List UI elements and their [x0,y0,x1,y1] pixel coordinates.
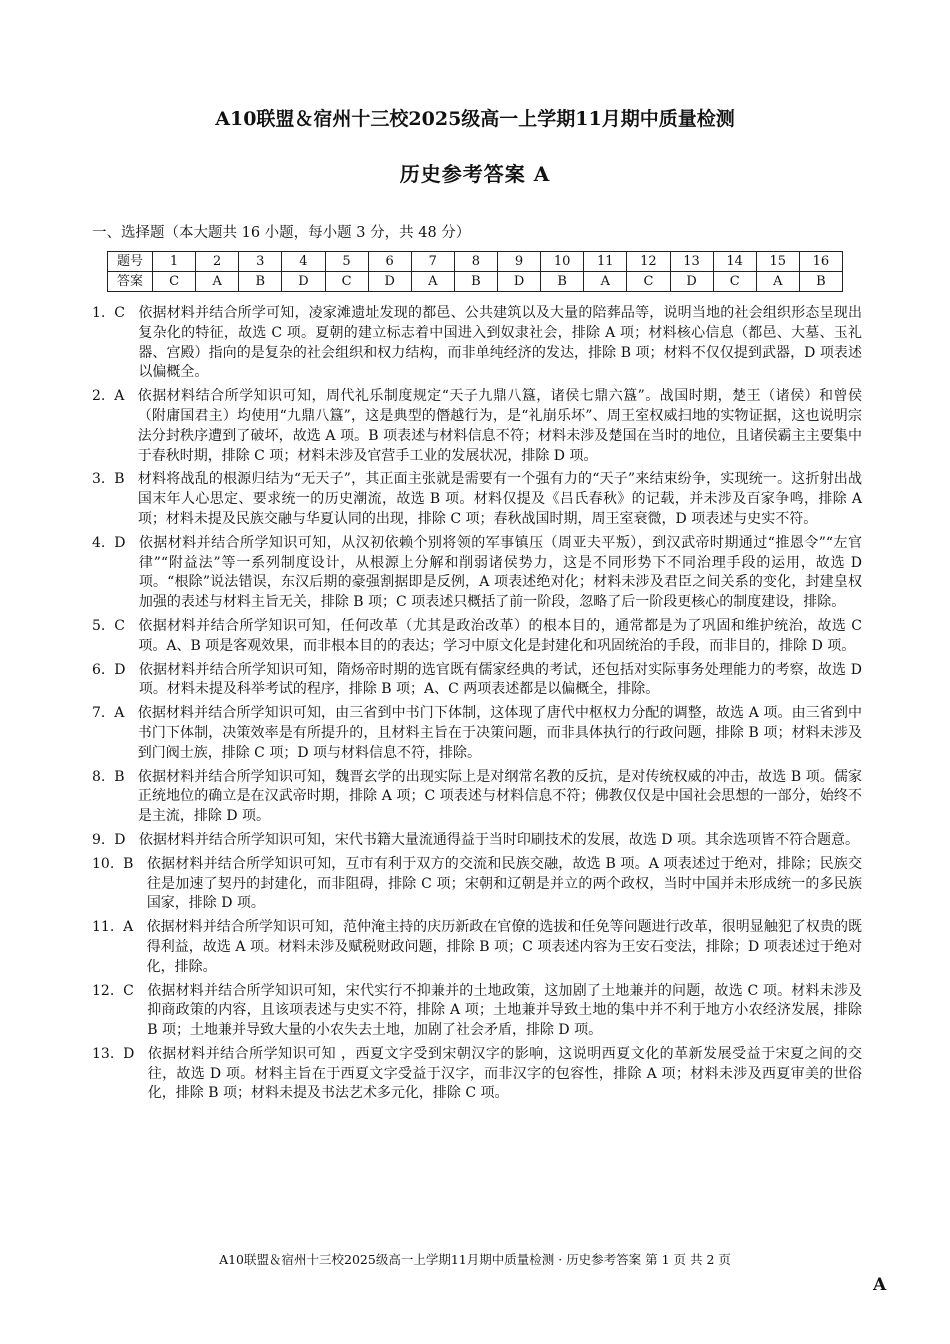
explanation-item [92,304,862,383]
item-text: 依据材料并结合所学知识可知，任何改革（尤其是政治改革）的根本目的，通常都是为了巩固和维护统治，故选 C 项。A、B 项是客观效果，而非根本目的的表达；学习中原文化是封建化和巩固统治的手段，而非目的，排除 D 项。 [138,617,862,654]
question-number-cell: 1 [153,252,196,272]
item-text: 依据材料并结合所学可知，凌家滩遗址发现的都邑、公共建筑以及大量的陪葬品等，说明当地的社会组织形态呈现出复杂化的特征，故选 C 项。夏朝的建立标志着中国进入到奴隶社会，排除 A 项；材料核心信息（都邑、大墓、玉礼器、宫殿）指向的是复杂的社会组织和权力结构，而非单纯经济的发达，排除 B 项；材料不仅仅提到武器，D 项表述以偏概全。 [138,305,862,381]
number-row-label: 题号 [108,252,153,272]
section-heading: 一、选择题（本大题共 16 小题，每小题 3 分，共 48 分） [92,225,471,241]
item-number: 6. D [92,661,139,678]
item-number: 4. D [92,534,139,551]
item-text: 依据材料并结合所学知识可知，由三省到中书门下体制，这体现了唐代中枢权力分配的调整，故选 A 项。由三省到中书门下体制，决策效率是有所提升的，且材料主旨在于决策问题，而非具体执行的行政问题，排除 B 项；材料未涉及到门阀士族，排除 C 项；D 项与材料信息不符，排除。 [137,705,862,761]
answer-row-label: 答案 [108,272,153,292]
item-text: 依据材料结合所学知识可知，周代礼乐制度规定“天子九鼎八簋，诸侯七鼎六簋”。战国时期，楚王（诸侯）和曾侯（附庸国君主）均使用“九鼎八簋”，这是典型的僭越行为，是“礼崩乐坏”、周王室权威扫地的实物证据，这也说明宗法分封秩序遭到了破坏，故选 A 项。B 项表述与材料信息不符；材料未涉及楚国在当时的地位，且诸侯霸主主要集中于春秋时期，排除 C 项；材料未涉及官营手工业的发展状况，排除 D 项。 [137,388,862,464]
version-mark: A [873,1275,887,1295]
item-number: 2. A [92,388,138,405]
question-number-cell: 13 [670,252,713,272]
answer-cell: C [325,272,368,292]
question-number-cell: 6 [368,252,411,272]
item-text: 依据材料并结合所学知识可知，宋代实行不抑兼并的土地政策，这加剧了土地兼并的问题，故选 C 项。材料未涉及抑商政策的内容，且该项表述与史实不符，排除 A 项；土地兼并导致土地的集中并不利于地方小农经济发展，排除 B 项；土地兼并导致大量的小农失去土地，加剧了社会矛盾，排除 D 项。 [147,982,862,1039]
answer-cell: C [627,272,670,292]
item-text: 依据材料并结合所学知识可知，宋代书籍大量流通得益于当时印刷技术的发展，故选 D 项。其余选项皆不符合题意。 [138,831,859,848]
answer-cell: A [584,272,627,292]
explanation-item [92,704,862,763]
document-title: A10联盟＆宿州十三校2025级高一上学期11月期中质量检测 [215,108,735,130]
item-number: 13. D [92,1045,148,1062]
answer-cell: C [713,272,756,292]
item-number: 7. A [92,705,138,722]
answer-cell: D [670,272,713,292]
item-number: 10. B [92,855,147,872]
item-number: 1. C [92,305,139,321]
question-number-cell: 3 [239,252,282,272]
question-number-cell: 4 [282,252,325,272]
item-text: 依据材料并结合所学知识可知，隋炀帝时期的选官既有儒家经典的考试，还包括对实际事务处理能力的考察，故选 D 项。材料未提及科举考试的程序，排除 B 项；A、C 两项表述都是以偏概全，排除。 [138,661,862,698]
item-number: 8. B [92,768,138,785]
answer-cell: D [282,272,325,292]
question-number-cell: 8 [454,252,497,272]
answer-table-answer-row [108,272,843,292]
item-text: 依据材料并结合所学知识可知 ，西夏文字受到宋朝汉字的影响，这说明西夏文化的革新发展受益于宋夏之间的交往，故选 D 项。材料主旨在于西夏文字受益于汉字，而非汉字的包容性，排除 A 项；材料未涉及西夏审美的世俗化，排除 B 项；材料未提及书法艺术多元化，排除 C 项。 [147,1045,862,1102]
question-number-cell: 14 [713,252,756,272]
question-number-cell: 5 [325,252,368,272]
item-number: 3. B [92,471,138,488]
item-text: 依据材料并结合所学知识可知，从汉初依赖个别将领的军事镇压（周亚夫平叛），到汉武帝时期通过“推恩令”“左官律”“附益法”等一系列制度设计，从根源上分解和削弱诸侯势力，这是不同形势下不同治理手段的运用，故选 D 项。“根除”说法错误，东汉后期的豪强割据即是反例，A 项表述绝对化；材料未涉及君臣之间关系的变化，封建皇权加强的表述与材料主旨无关，排除 B 项；C 项表述只概括了前一阶段，忽略了后一阶段更核心的制度建设，排除。 [138,534,862,611]
answer-cell: A [411,272,454,292]
item-text: 材料将战乱的根源归结为“无天子”，其正面主张就是需要有一个强有力的“天子”来结束纷争，实现统一。这折射出战国末年人心思定、要求统一的历史潮流，故选 B 项。材料仅提及《吕氏春秋》的记载，并未涉及百家争鸣，排除 A 项；材料未提及民族交融与华夏认同的出现，排除 C 项；春秋战国时期，周王室衰微，D 项表述与史实不符。 [137,471,862,527]
answer-cell: D [368,272,411,292]
question-number-cell: 16 [799,252,842,272]
item-number: 5. C [92,617,139,634]
question-number-cell: 7 [411,252,454,272]
explanation-list [92,304,862,1108]
explanation-item [92,831,862,851]
answer-cell: D [498,272,541,292]
answer-cell: B [454,272,497,292]
explanation-item [92,617,862,657]
answer-cell: B [541,272,584,292]
explanation-item [92,534,862,613]
explanation-item [92,982,862,1041]
explanation-item [92,855,862,914]
answer-table-number-row [108,252,843,272]
item-number: 12. C [92,982,148,999]
explanation-item [92,1045,862,1104]
document-subtitle: 历史参考答案 A [399,162,551,186]
answer-cell: A [196,272,239,292]
item-text: 依据材料并结合所学知识可知，互市有利于双方的交流和民族交融，故选 B 项。A 项表述过于绝对，排除；民族交往是加速了契丹的封建化，而非阻碍，排除 C 项；宋朝和辽朝是并立的两个政权，当时中国并未形成统一的多民族国家，排除 D 项。 [146,855,862,912]
answer-table [107,251,843,292]
explanation-item [92,661,862,701]
answer-cell: B [799,272,842,292]
question-number-cell: 2 [196,252,239,272]
explanation-item [92,918,862,977]
item-number: 11. A [92,919,147,936]
explanation-item [92,470,862,529]
answer-cell: B [239,272,282,292]
question-number-cell: 11 [584,252,627,272]
question-number-cell: 10 [541,252,584,272]
item-text: 依据材料并结合所学知识可知，范仲淹主持的庆历新政在官僚的选拔和任免等问题进行改革，很明显触犯了权贵的既得利益，故选 A 项。材料未涉及赋税财政问题，排除 B 项；C 项表述内容为王安石变法，排除；D 项表述过于绝对化，排除。 [146,919,862,975]
question-number-cell: 15 [756,252,799,272]
question-number-cell: 12 [627,252,670,272]
explanation-item [92,387,862,466]
explanation-item [92,768,862,827]
answer-cell: A [756,272,799,292]
question-number-cell: 9 [498,252,541,272]
answer-cell: C [153,272,196,292]
page-footer: A10联盟＆宿州十三校2025级高一上学期11月期中质量检测 · 历史参考答案 第 1 页 共 2 页 [219,1252,731,1267]
item-number: 9. D [92,831,139,848]
item-text: 依据材料并结合所学知识可知，魏晋玄学的出现实际上是对纲常名教的反抗，是对传统权威的冲击，故选 B 项。儒家正统地位的确立是在汉武帝时期，排除 A 项；C 项表述与材料信息不符；佛教仅仅是中国社会思想的一部分，始终不是主流，排除 D 项。 [137,768,862,825]
